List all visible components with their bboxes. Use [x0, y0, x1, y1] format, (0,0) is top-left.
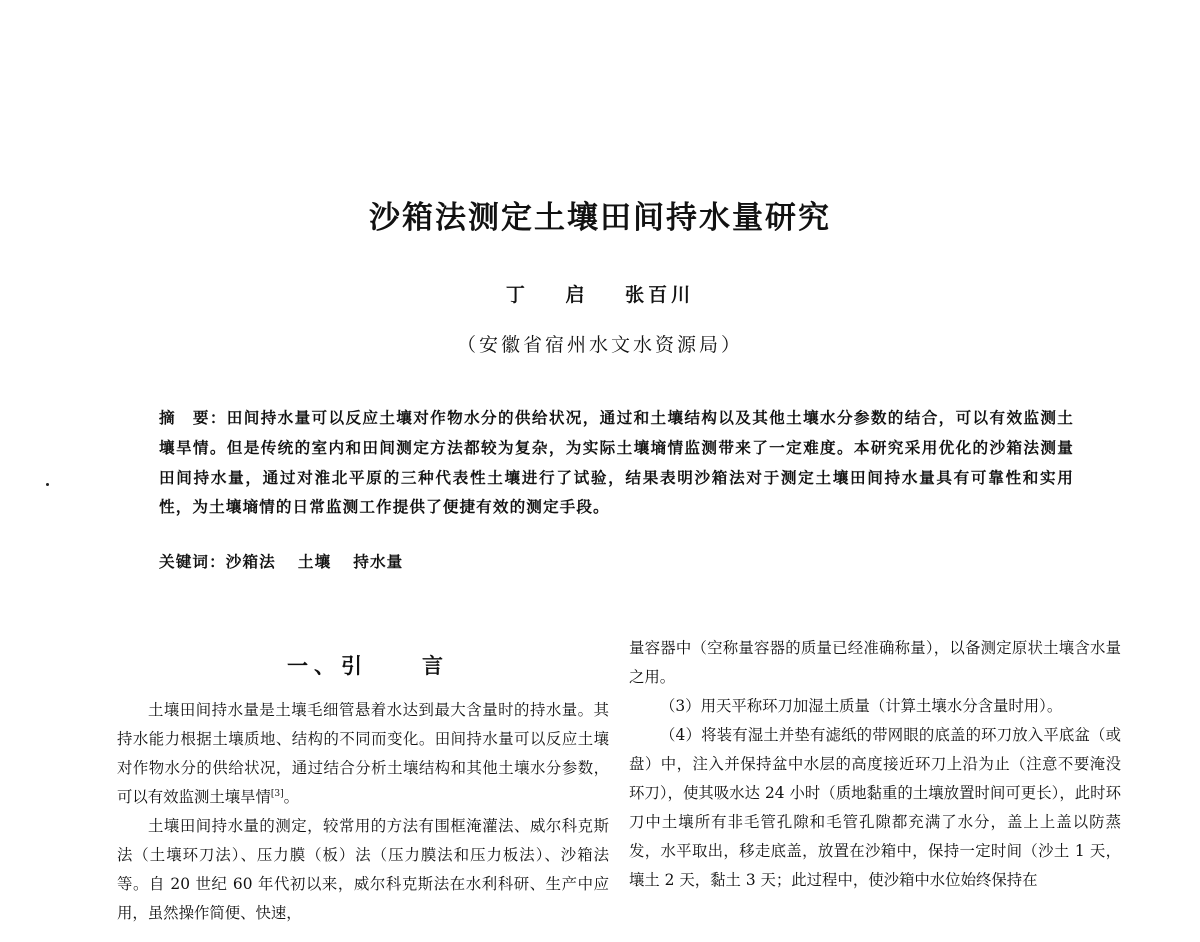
scan-artifact-dot [46, 483, 49, 486]
paragraph [117, 696, 609, 812]
keywords-label: 关键词： [159, 553, 226, 571]
keyword-item: 土壤 [297, 552, 332, 571]
paragraph-end: 。 [283, 788, 300, 806]
keyword-item: 沙箱法 [225, 552, 276, 571]
paragraph: 土壤田间持水量的测定，较常用的方法有围框淹灌法、威尔科克斯法（土壤环刀法）、压力膜（板）法（压力膜法和压力板法）、沙箱法等。自 20 世纪 60 年代初以来，威尔科克斯法在水利科研、生产中应用，虽然操作简便、快速， [117, 817, 609, 922]
paragraph: （3）用天平称环刀加湿土质量（计算土壤水分含量时用）。 [660, 697, 1063, 715]
left-column [117, 640, 609, 928]
abstract [159, 403, 1074, 521]
keywords [159, 550, 1074, 572]
abstract-text: 田间持水量可以反应土壤对作物水分的供给状况，通过和土壤结构以及其他土壤水分参数的结合，可以有效监测土壤旱情。但是传统的室内和田间测定方法都较为复杂，为实际土壤墒情监测带来了一定难度。本研究采用优化的沙箱法测量田间持水量，通过对淮北平原的三种代表性土壤进行了试验，结果表明沙箱法对于测定土壤田间持水量具有可靠性和实用性，为土壤墒情的日常监测工作提供了便捷有效的测定手段。 [159, 408, 1074, 516]
keyword-item: 持水量 [353, 552, 404, 571]
paragraph-text: 土壤田间持水量是土壤毛细管悬着水达到最大含量时的持水量。其持水能力根据土壤质地、结构的不同而变化。田间持水量可以反应土壤对作物水分的供给状况，通过结合分析土壤结构和其他土壤水分参数，可以有效监测土壤旱情 [117, 701, 609, 806]
affiliation: （安徽省宿州水文水资源局） [456, 334, 743, 356]
abstract-label: 摘 要： [159, 409, 227, 427]
right-column [629, 634, 1121, 895]
paragraph: 量容器中（空称量容器的质量已经准确称量），以备测定原状土壤含水量之用。 [629, 639, 1121, 686]
paragraph: （4）将装有湿土并垫有滤纸的带网眼的底盖的环刀放入平底盆（或盘）中，注入并保持盆中水层的高度接近环刀上沿为止（注意不要淹没环刀），使其吸水达 24 小时（质地黏重的土壤放置时间可更长），此时环刀中土壤所有非毛管孔隙和毛管孔隙都充满了水分，盖上上盖以防蒸发，水平取出，移走底盖，放置在沙箱中，保持一定时间（沙土 1 天，壤土 2 天，黏土 3 天；此过程中，使沙箱中水位始终保持在 [629, 726, 1121, 889]
section-heading-introduction: 一、引 言 [287, 654, 449, 678]
authors: 丁 启 张百川 [505, 284, 695, 306]
paper-title: 沙箱法测定土壤田间持水量研究 [369, 200, 831, 236]
citation-ref: [3] [270, 788, 284, 799]
